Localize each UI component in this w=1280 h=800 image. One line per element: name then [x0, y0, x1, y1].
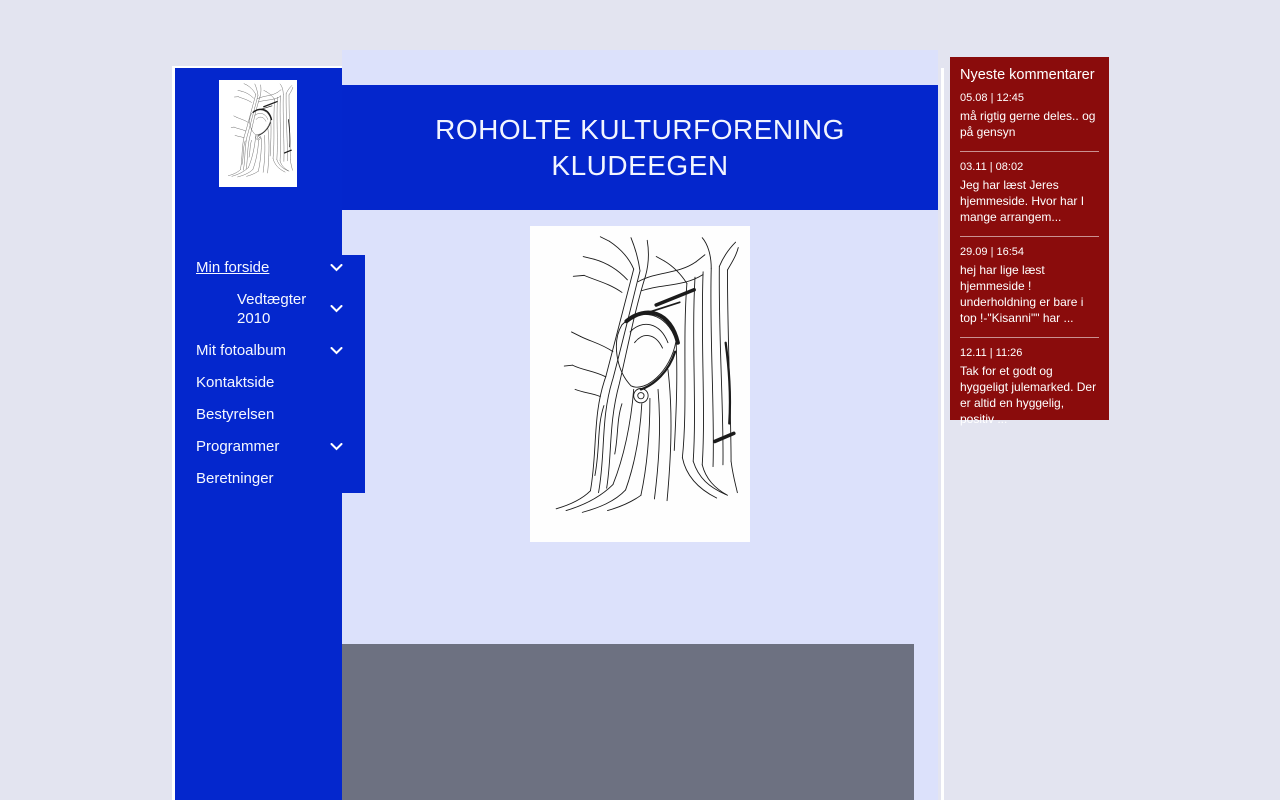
- page-title-line2: KLUDEEGEN: [551, 149, 729, 181]
- sidebar-item-label: Kontaktside: [196, 374, 275, 391]
- comment-timestamp: 03.11 | 08:02: [960, 161, 1024, 173]
- tree-logo-image: [219, 80, 297, 187]
- comment-text: hej har lige læst hjemmeside ! underholdning er bare i top !-"Kisanni"" har ...: [960, 263, 1084, 325]
- sidebar-item-programmer[interactable]: [196, 437, 328, 456]
- chevron-down-icon[interactable]: [330, 264, 343, 272]
- sidebar: [172, 66, 342, 800]
- tree-drawing-icon: [530, 226, 750, 542]
- sidebar-item-min-forside[interactable]: [196, 258, 328, 277]
- comment-text: må rigtig gerne deles.. og på gensyn: [960, 109, 1096, 139]
- page-title: [435, 112, 845, 184]
- sidebar-item-bestyrelsen[interactable]: [196, 405, 328, 424]
- chevron-down-icon[interactable]: [330, 443, 343, 451]
- sidebar-item-mit-fotoalbum[interactable]: [196, 341, 328, 360]
- scrollbar[interactable]: [941, 68, 944, 800]
- comment-timestamp: 05.08 | 12:45: [960, 92, 1025, 104]
- content-placeholder-block: [342, 644, 914, 800]
- sidebar-item-label: Bestyrelsen: [196, 406, 275, 423]
- comment-item: [960, 347, 1099, 427]
- menu-background-extension: [342, 255, 365, 493]
- sidebar-item-kontaktside[interactable]: [196, 373, 328, 392]
- sidebar-item-beretninger[interactable]: [196, 469, 328, 488]
- sidebar-item-label: Programmer: [196, 438, 280, 455]
- chevron-down-icon[interactable]: [330, 305, 343, 313]
- sidebar-item-label: Mit fotoalbum: [196, 342, 287, 359]
- tree-drawing-icon: [219, 80, 297, 187]
- comment-timestamp: 29.09 | 16:54: [960, 246, 1025, 258]
- comment-item: [960, 161, 1099, 237]
- main-content: [342, 50, 938, 800]
- sidebar-item-label: Beretninger: [196, 470, 274, 487]
- chevron-down-icon[interactable]: [330, 347, 343, 355]
- comment-item: [960, 92, 1099, 152]
- comment-item: [960, 246, 1099, 338]
- sidebar-item-label: Min forside: [196, 259, 270, 276]
- page-title-line1: ROHOLTE KULTURFORENING: [435, 113, 845, 145]
- comment-text: Jeg har læst Jeres hjemmeside. Hvor har I mange arrangem...: [960, 178, 1085, 224]
- comment-timestamp: 12.11 | 11:26: [960, 347, 1023, 359]
- comment-text: Tak for et godt og hyggeligt julemarked. Der er altid en hyggelig, positiv ...: [960, 364, 1097, 426]
- comments-title: Nyeste kommentarer: [960, 67, 1095, 83]
- sidebar-item-label: Vedtægter 2010: [237, 291, 307, 327]
- comments-panel: [950, 57, 1109, 426]
- sidebar-item-vedtaegter-2010[interactable]: [237, 290, 311, 328]
- tree-main-image: [530, 226, 750, 542]
- site-title-banner: [342, 85, 938, 210]
